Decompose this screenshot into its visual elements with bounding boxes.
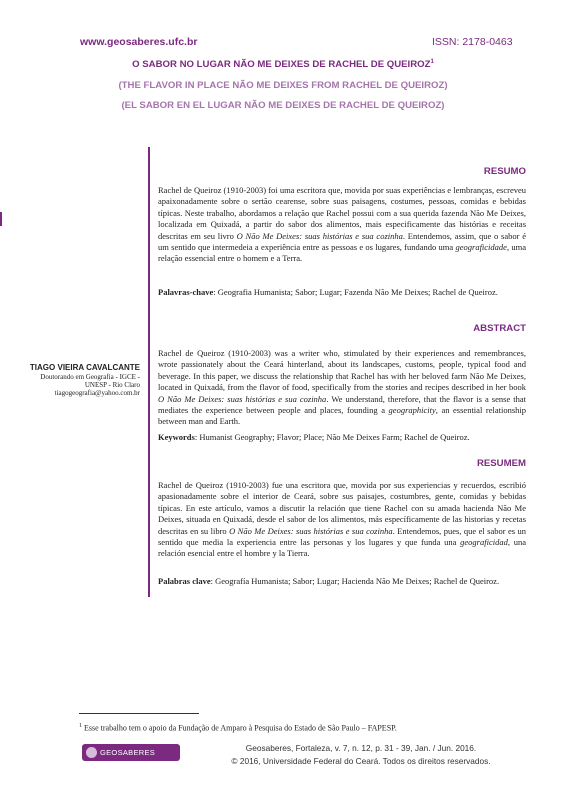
- author-affiliation-1: Doutorando em Geografia - IGCE -: [40, 372, 140, 381]
- globe-icon: [86, 747, 97, 758]
- footnote-text: Esse trabalho tem o apoio da Fundação de Amparo à Pesquisa do Estado de São Paulo – FAPESP.: [82, 723, 397, 733]
- issn-label: ISSN: 2178-0463: [432, 36, 513, 48]
- resumo-text-3: , uma relação essencial entre o homem e a Terra.: [158, 242, 526, 264]
- heading-abstract: ABSTRACT: [473, 323, 526, 334]
- title-english: (THE FLAVOR IN PLACE NÃO ME DEIXES FROM RACHEL DE QUEIROZ): [118, 80, 448, 91]
- journal-url[interactable]: www.geosaberes.ufc.br: [80, 36, 198, 48]
- copyright-line: © 2016, Universidade Federal do Ceará. Todos os direitos reservados.: [231, 756, 491, 766]
- abstract-paragraph: [158, 348, 526, 428]
- citation-line: Geosaberes, Fortaleza, v. 7, n. 12, p. 31 - 39, Jan. / Jun. 2016.: [245, 743, 477, 753]
- keywords-en-text: : Humanist Geography; Flavor; Place; Não Me Deixes Farm; Rachel de Queiroz.: [194, 432, 470, 442]
- keywords-es-text: : Geografía Humanista; Sabor; Lugar; Hacienda Não Me Deixes; Rachel de Queiroz.: [210, 576, 500, 586]
- author-affiliation-2: UNESP - Rio Claro: [84, 380, 140, 389]
- vertical-divider: [148, 147, 150, 597]
- footnote-mark: 1: [79, 723, 82, 729]
- resumem-text-3: , una relación esencial entre el hombre y la Tierra.: [158, 537, 526, 559]
- author-email[interactable]: tiagogeografia@yahoo.com.br: [54, 389, 140, 398]
- abstract-term: geographicity: [388, 405, 436, 416]
- geosaberes-logo[interactable]: [82, 744, 180, 761]
- heading-resumem: RESUMEM: [476, 458, 526, 469]
- article-title: [40, 59, 526, 70]
- keywords-pt-label: Palavras-chave: [158, 287, 214, 297]
- resumem-text-2: . Entendemos, pues, que el sabor es un sentido que media la experiencia entre las personas y los lugares y que funda una: [158, 525, 527, 548]
- resumo-text-1: Rachel de Queiroz (1910-2003) foi uma escritora que, movida por suas experiências e lembranças, escreveu apaixonadamente sobre o sertão cearense, sobre suas paisagens, costumes, pessoas, comidas e bebidas típicas. Neste trabalho, abordamos a relação que Rachel possui com a sua querida fazenda Não Me Deixes, localizada em Quixadá, a partir do sabor dos alimentos, mais especificamente das histórias e receitas descritas em seu livro: [158, 185, 526, 241]
- author-block: [10, 363, 140, 398]
- resumem-book-title: O Não Me Deixes: suas histórias e sua cozinha: [229, 525, 393, 536]
- keywords-en: [158, 432, 526, 443]
- keywords-pt-text: : Geografia Humanista; Sabor; Lugar; Fazenda Não Me Deixes; Rachel de Queiroz.: [213, 287, 498, 297]
- resumem-paragraph: [158, 480, 526, 560]
- footnote: [79, 723, 519, 733]
- abstract-text-2: . We understand, therefore, that the flavor is a sense that mediates the experience between people and places, founding a: [158, 393, 527, 416]
- logo-text: GEOSABERES: [100, 748, 156, 757]
- abstract-text-1: Rachel de Queiroz (1910-2003) was a writer who, stimulated by their experiences and remembrances, wrote passionately about the Ceará hinterland, about its landscapes, customs, people, typical food and beverage. In this paper, we discuss the relationship that Rachel has with her beloved farm Não Me Deixes, located in Quixadá, from the flavor of food, specifically from the stories and recipes described in her book: [158, 348, 526, 393]
- resumo-book-title: O Não Me Deixes: suas histórias e sua cozinha: [236, 230, 403, 241]
- resumo-text-2: . Entendemos, assim, que o sabor é um sentido que intermedeia a experiência entre as pessoas e os lugares, fundando uma: [158, 230, 527, 253]
- heading-resumo: RESUMO: [483, 166, 526, 177]
- resumo-term: geograficidade: [455, 242, 507, 253]
- title-footnote-mark[interactable]: 1: [430, 59, 434, 65]
- resumo-paragraph: [158, 185, 526, 265]
- margin-marker: [0, 212, 2, 226]
- keywords-en-label: Keywords: [158, 432, 195, 442]
- footnote-rule: [79, 713, 199, 714]
- keywords-es-label: Palabras clave: [158, 576, 211, 586]
- abstract-text-3: , an essential relationship between man and Earth.: [158, 405, 526, 427]
- abstract-book-title: O Não Me Deixes: suas histórias e sua cozinha: [158, 393, 327, 404]
- title-text: O SABOR NO LUGAR NÃO ME DEIXES DE RACHEL DE QUEIROZ: [132, 59, 431, 71]
- resumem-term: geograficidad: [460, 537, 508, 548]
- keywords-pt: [158, 287, 526, 298]
- keywords-es: [158, 576, 526, 587]
- author-name: TIAGO VIEIRA CAVALCANTE: [29, 363, 140, 372]
- title-spanish: (EL SABOR EN EL LUGAR NÃO ME DEIXES DE RACHEL DE QUEIROZ): [121, 100, 445, 111]
- resumem-text-1: Rachel de Queiroz (1910-2003) fue una escritora que, movida por sus experiencias y recuerdos, escribió apasionadamente sobre el interior de Ceará, sobre sus paisajes, costumbres, gente, comidas y bebidas típicas. En este artículo, vamos a discutir la relación que tiene Rachel con su amada hacienda Não Me Deixes, situada en Quixadá, desde el sabor de los alimentos, más específicamente de las historias y recetas descritas en su libro: [158, 480, 526, 536]
